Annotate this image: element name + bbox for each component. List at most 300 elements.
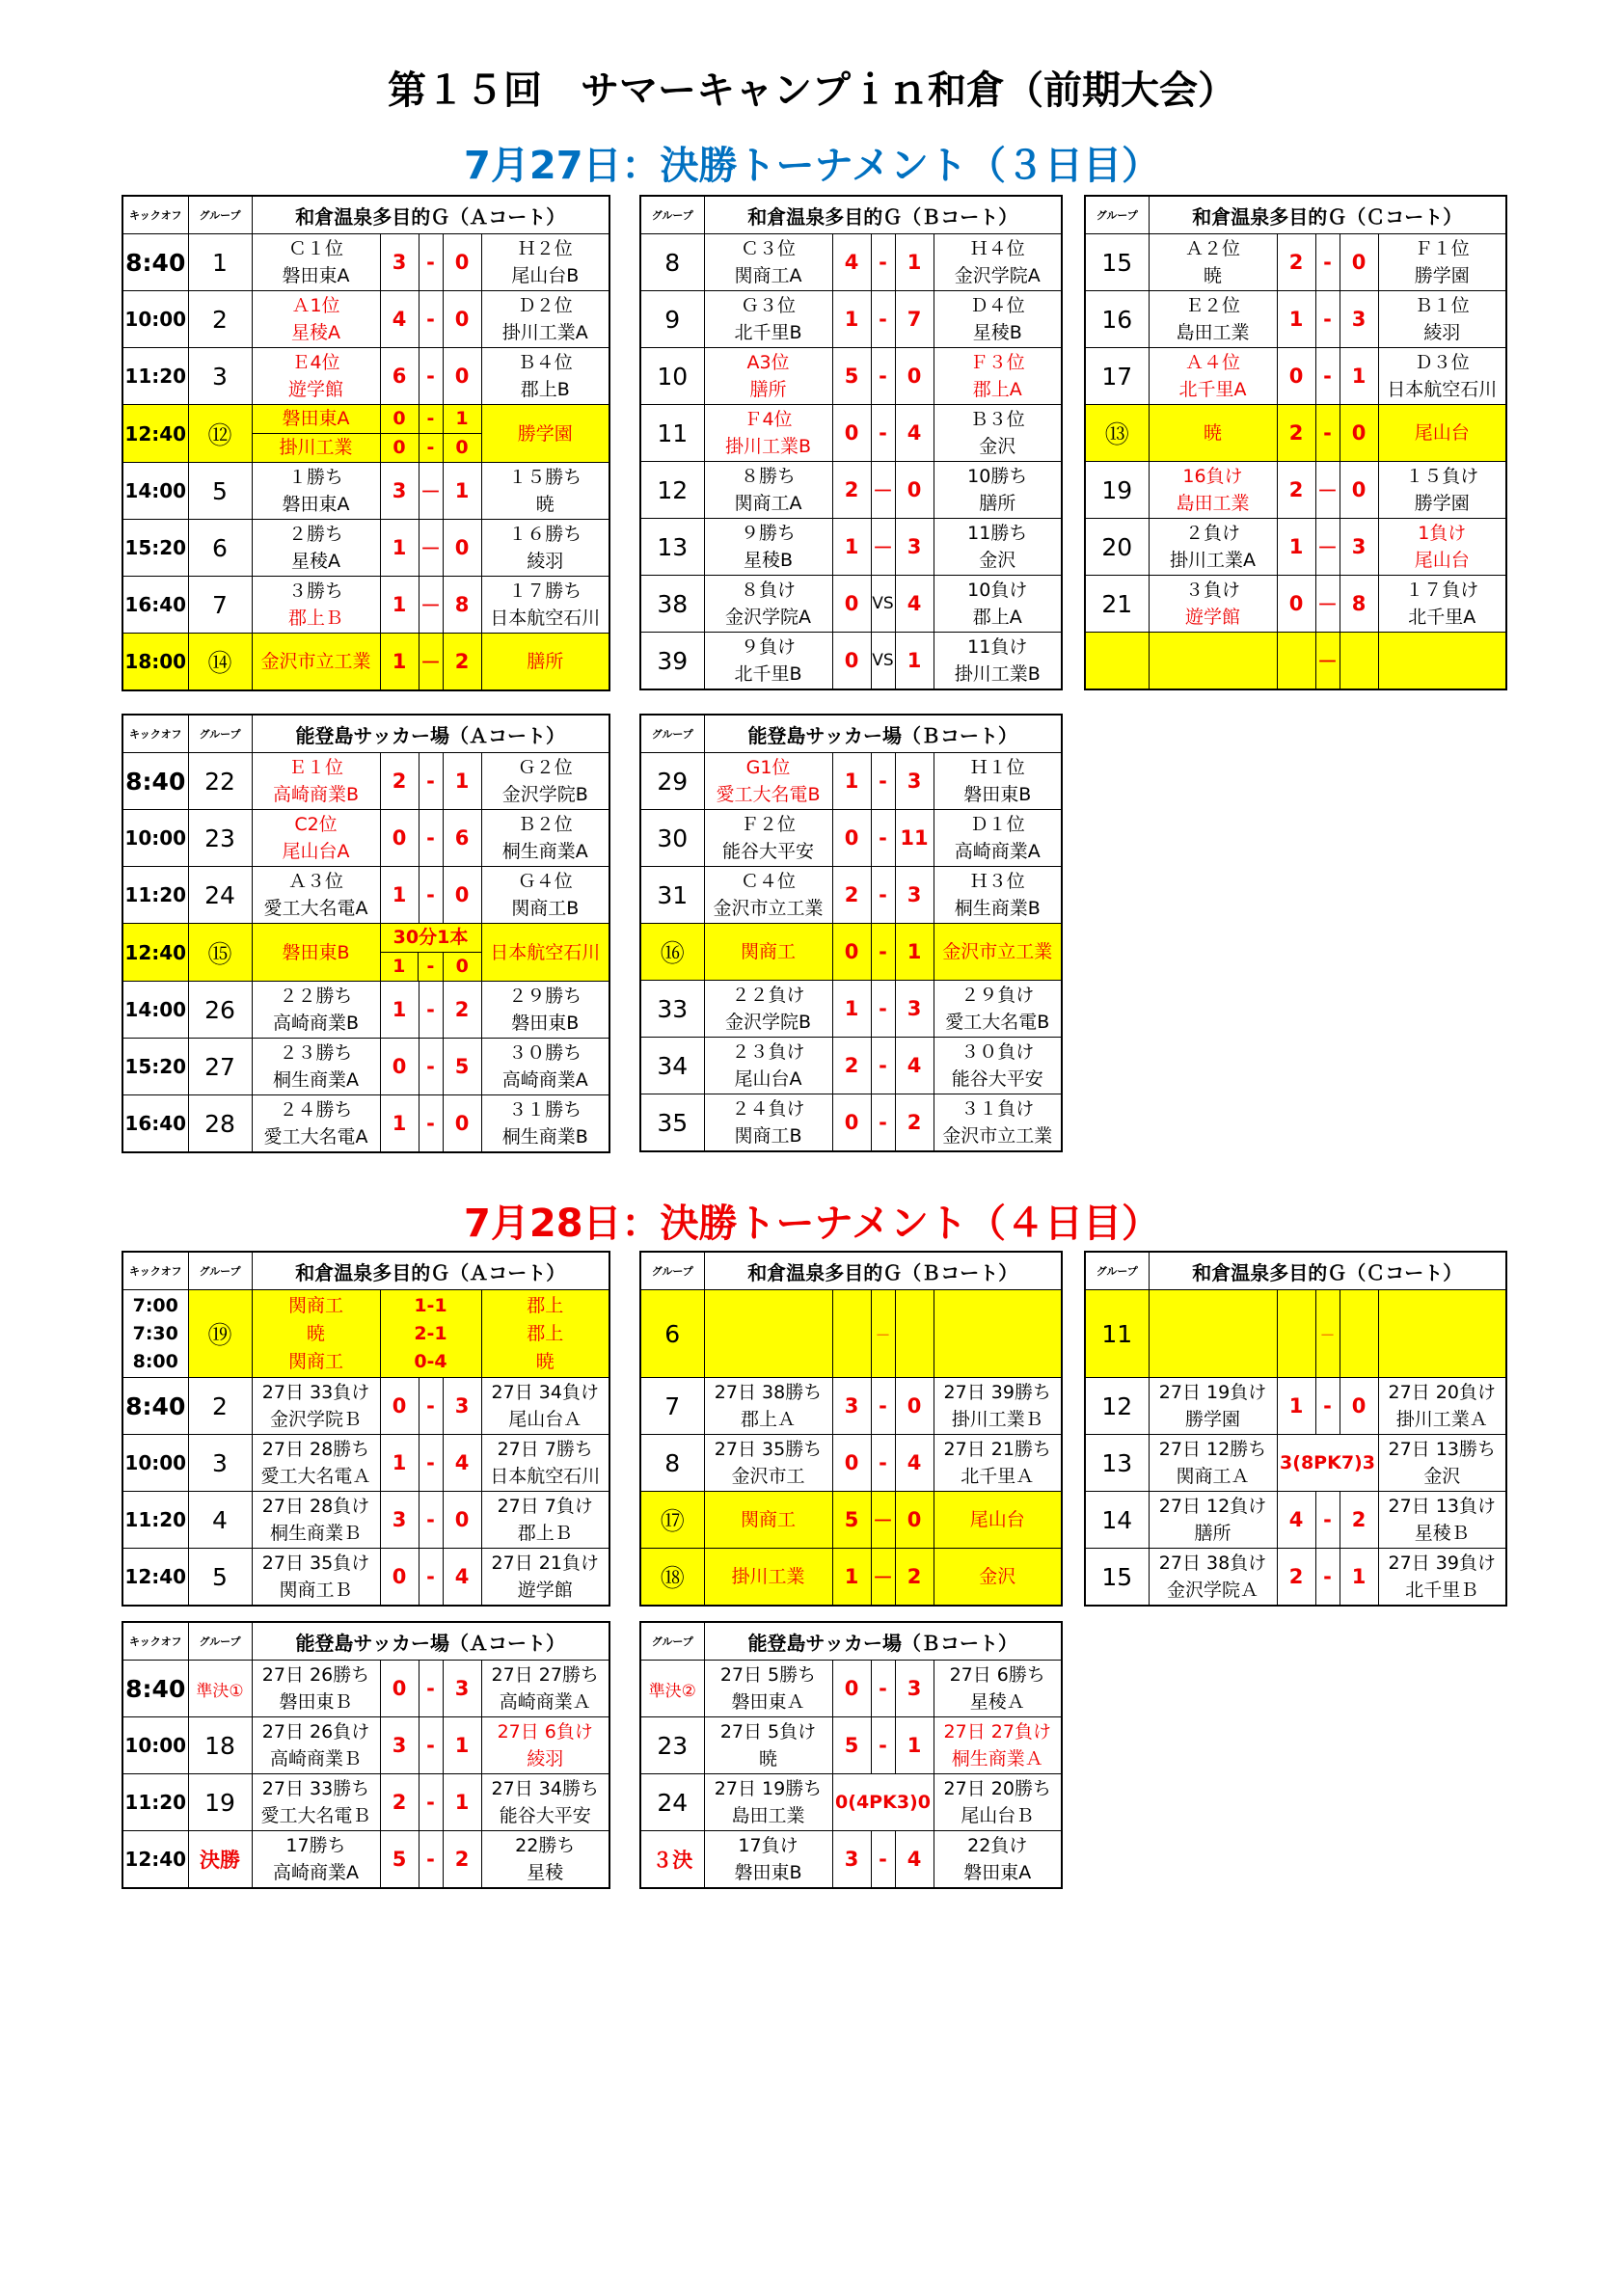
- dash: －: [419, 577, 443, 634]
- kickoff-time: 8:40: [122, 753, 188, 810]
- score-home: 2: [380, 753, 419, 810]
- team-away: [481, 1290, 609, 1378]
- team-away: [934, 1774, 1062, 1831]
- group-number: 5: [188, 463, 252, 520]
- header-row: [640, 1622, 1062, 1661]
- team-home: [252, 1039, 380, 1095]
- dash: -: [871, 924, 895, 981]
- venue-header: 和倉温泉多目的Ｇ（Ｂコート）: [704, 1252, 1062, 1290]
- group-number: 15: [1085, 234, 1149, 291]
- kickoff-time: 8:40: [122, 1378, 188, 1435]
- team-line: 関商工: [740, 1509, 796, 1530]
- team-line: 掛川工業A: [501, 322, 588, 343]
- team-line: 高崎商業A: [273, 1862, 359, 1883]
- score-away: 0: [895, 1378, 934, 1435]
- team-home: [1149, 576, 1277, 633]
- team-line: 尾山台A: [282, 841, 350, 862]
- team-home: [704, 753, 832, 810]
- group-number: 6: [640, 1290, 704, 1378]
- team-home: [704, 1378, 832, 1435]
- team-home: [1149, 234, 1277, 291]
- dash: -: [419, 1661, 443, 1717]
- score-away: 1: [895, 1717, 934, 1774]
- dash: -: [871, 867, 895, 924]
- dash: -: [871, 291, 895, 348]
- team-home: [704, 1661, 832, 1717]
- team-line: 27日 39勝ち: [943, 1382, 1051, 1403]
- team-home: [704, 1492, 832, 1549]
- team-line: 27日 5負け: [719, 1721, 817, 1742]
- team-line: 金沢: [1423, 1466, 1461, 1487]
- team-line: 11勝ち: [967, 523, 1028, 544]
- team-line: 27日 33勝ち: [261, 1778, 370, 1799]
- team-line: ２３負け: [731, 1041, 805, 1063]
- score-away: 4: [895, 1435, 934, 1492]
- team-line: 島田工業: [1176, 322, 1250, 343]
- match-row: [122, 810, 609, 867]
- team-name: 暁: [535, 1350, 555, 1372]
- team-line: 磐田東B: [511, 1013, 580, 1034]
- score-home: 1: [380, 634, 419, 691]
- match-row: [1085, 234, 1506, 291]
- team-line: 高崎商業A: [954, 841, 1041, 862]
- match-row: [1085, 405, 1506, 462]
- team-away: [1378, 633, 1506, 690]
- team-line: 磐田東B: [282, 941, 350, 963]
- group-number: 12: [640, 462, 704, 519]
- score-home: 0: [832, 633, 871, 690]
- kickoff-time: 8:40: [122, 234, 188, 291]
- team-line: 遊学館: [1184, 607, 1240, 628]
- score-away: 0: [443, 520, 481, 577]
- kickoff-time: 7:00: [132, 1294, 178, 1316]
- dash: VS: [871, 576, 895, 633]
- match-row: [640, 1435, 1062, 1492]
- match-row: [122, 1492, 609, 1549]
- match-row: [1085, 1378, 1506, 1435]
- first-round-row: [1085, 1290, 1506, 1378]
- match-row: [122, 577, 609, 634]
- team-home: [1149, 519, 1277, 576]
- team-line: 10勝ち: [967, 466, 1028, 487]
- team-line: 星稜A: [291, 322, 340, 343]
- team-line: 17勝ち: [285, 1835, 346, 1856]
- team-away: [481, 234, 609, 291]
- team-name: 郡上: [527, 1322, 564, 1344]
- kickoff-time: 15:20: [122, 1039, 188, 1095]
- team-home: [252, 405, 380, 463]
- team-away: [934, 348, 1062, 405]
- match-row: [122, 234, 609, 291]
- score-away: 6: [443, 810, 481, 867]
- team-line: 郡上Ｂ: [517, 1523, 573, 1544]
- score-home: 2: [1277, 405, 1315, 462]
- team-away: [934, 1492, 1062, 1549]
- group-number: 23: [640, 1717, 704, 1774]
- group-number: 31: [640, 867, 704, 924]
- match-row: [122, 291, 609, 348]
- team-line: 27日 12勝ち: [1158, 1439, 1267, 1460]
- team-home: [704, 924, 832, 981]
- team-line: Ｄ２位: [517, 295, 573, 316]
- team-line: 桐生商業B: [954, 898, 1041, 919]
- team-line: 島田工業: [731, 1805, 805, 1826]
- team-line: 勝学園: [517, 422, 573, 445]
- team-line: ２勝ち: [287, 524, 343, 545]
- dash: -: [871, 1435, 895, 1492]
- team-line: 27日 39負け: [1388, 1553, 1496, 1574]
- team-line: 関商工B: [511, 898, 580, 919]
- dash: -: [1315, 291, 1340, 348]
- group-number: ⑲: [188, 1290, 252, 1378]
- first-round-row: [122, 1290, 609, 1378]
- team-line: 掛川工業Ｂ: [951, 1409, 1043, 1430]
- team-line: 金沢学院B: [501, 784, 588, 805]
- team-line: 27日 34勝ち: [491, 1778, 599, 1799]
- match-score: 2-1: [414, 1322, 447, 1344]
- team-away: [934, 1290, 1062, 1378]
- team-line: １５勝ち: [508, 467, 582, 488]
- kickoff-header: キックオフ: [122, 196, 188, 234]
- score-away: 3: [443, 1378, 481, 1435]
- dash: －: [419, 463, 443, 520]
- match-row: [122, 982, 609, 1039]
- team-line: 愛工大名電Ｂ: [260, 1805, 371, 1826]
- score-away: 1: [443, 1717, 481, 1774]
- score-home: 6: [380, 348, 419, 405]
- group-number: 14: [1085, 1492, 1149, 1549]
- team-home: [252, 1549, 380, 1607]
- team-line: 日本航空石川: [490, 941, 601, 963]
- kickoff-time: 8:40: [122, 1661, 188, 1717]
- group-number: 27: [188, 1039, 252, 1095]
- score-part: -: [420, 433, 443, 462]
- group-number: 準決①: [188, 1661, 252, 1717]
- team-name: 郡上: [527, 1294, 564, 1316]
- score-away: 3: [1340, 291, 1378, 348]
- group-number: 28: [188, 1095, 252, 1153]
- dash: －: [1315, 1290, 1340, 1378]
- team-home: [704, 1290, 832, 1378]
- team-line: 桐生商業B: [501, 1126, 588, 1148]
- score-home: 3: [832, 1831, 871, 1889]
- team-away: [934, 753, 1062, 810]
- team-line: 桐生商業Ｂ: [269, 1523, 362, 1544]
- day4-subtitle: 7月28日：決勝トーナメント（４日目）: [464, 1202, 1160, 1246]
- score-away: 3: [895, 1661, 934, 1717]
- team-away: [481, 577, 609, 634]
- team-line: 27日 19勝ち: [714, 1778, 823, 1799]
- score-away: 3: [895, 753, 934, 810]
- d3-noto-b-table: [639, 714, 1063, 1152]
- score-part: 1: [392, 956, 406, 977]
- team-line: 17負け: [738, 1835, 798, 1856]
- team-line: 郡上A: [972, 379, 1022, 400]
- team-line: 尾山台Ｂ: [961, 1805, 1035, 1826]
- header-row: [640, 1252, 1062, 1290]
- dash: －: [871, 1549, 895, 1607]
- group-number: 26: [188, 982, 252, 1039]
- score-home: [832, 1290, 871, 1378]
- score: [443, 405, 481, 463]
- group-number: 33: [640, 981, 704, 1038]
- match-row: [122, 1549, 609, 1607]
- team-home: [704, 1038, 832, 1094]
- score-home: [1277, 633, 1315, 690]
- match-row: [640, 1661, 1062, 1717]
- dash: -: [871, 1038, 895, 1094]
- team-line: Ｆ３位: [969, 352, 1025, 373]
- team-line: 綾羽: [527, 1748, 564, 1769]
- team-line: 磐田東A: [282, 265, 350, 286]
- dash: -: [419, 867, 443, 924]
- team-line: 愛工大名電A: [263, 1126, 368, 1148]
- score-away: 1: [443, 753, 481, 810]
- venue-header: 能登島サッカー場（Ａコート）: [252, 1622, 609, 1661]
- team-line: ３勝ち: [287, 581, 343, 602]
- score-home: 3: [380, 1717, 419, 1774]
- score-away: 0: [443, 1095, 481, 1153]
- group-number: 11: [1085, 1290, 1149, 1378]
- score-away: 3: [895, 519, 934, 576]
- team-line: ９勝ち: [740, 523, 796, 544]
- team-line: Ｈ２位: [517, 238, 573, 259]
- d3-noto-a-table: [122, 714, 610, 1153]
- score-away: 4: [443, 1435, 481, 1492]
- d3-wakura-c-table: [1084, 195, 1507, 690]
- score-away: 0: [443, 234, 481, 291]
- team-home: [704, 1094, 832, 1152]
- team-line: 27日 6負け: [497, 1721, 593, 1742]
- match-format: 30分1本: [392, 927, 469, 948]
- match-score: 0-4: [414, 1350, 447, 1372]
- team-home: [1149, 1549, 1277, 1607]
- kickoff-header: キックオフ: [122, 1252, 188, 1290]
- team-line: Ａ２位: [1184, 238, 1240, 259]
- group-number: 38: [640, 576, 704, 633]
- group-number: 39: [640, 633, 704, 690]
- match-row: [122, 520, 609, 577]
- dash: -: [1315, 234, 1340, 291]
- score-home: 3: [832, 1378, 871, 1435]
- team-line: 金沢: [979, 1566, 1016, 1587]
- score-home: 1: [832, 753, 871, 810]
- match-row: [122, 924, 609, 982]
- team-away: [934, 291, 1062, 348]
- match-row: [1085, 291, 1506, 348]
- score-away: 3: [895, 981, 934, 1038]
- match-row: [1085, 519, 1506, 576]
- team-line: 日本航空石川: [1387, 379, 1498, 400]
- team-home: [1149, 1435, 1277, 1492]
- team-home: [704, 633, 832, 690]
- group-number: 35: [640, 1094, 704, 1152]
- team-line: Ｇ４位: [517, 871, 573, 892]
- team-line: ９負け: [740, 636, 796, 658]
- header-row: [122, 1252, 609, 1290]
- team-line: 27日 28負け: [261, 1496, 370, 1517]
- team-line: 金沢市立工業: [942, 941, 1053, 962]
- team-home: [252, 1095, 380, 1153]
- score-away: 8: [443, 577, 481, 634]
- group-number: 20: [1085, 519, 1149, 576]
- match-row: [122, 1831, 609, 1889]
- match-row: [640, 1774, 1062, 1831]
- team-home: [1149, 633, 1277, 690]
- team-line: 関商工A: [734, 265, 802, 286]
- team-away: [481, 1095, 609, 1153]
- d4-wakura-b-table: [639, 1251, 1063, 1607]
- dash: -: [1315, 348, 1340, 405]
- score-away: 0: [895, 462, 934, 519]
- team-home: [252, 1492, 380, 1549]
- team-line: 尾山台: [969, 1509, 1025, 1530]
- team-away: [934, 633, 1062, 690]
- d4-wakura-c-table: [1084, 1251, 1507, 1607]
- team-away: [481, 1435, 609, 1492]
- page-title: 第１５回 サマーキャンプｉｎ和倉（前期大会）: [388, 68, 1236, 113]
- team-line: 星稜B: [972, 322, 1022, 343]
- kickoff-time: 12:40: [122, 1549, 188, 1607]
- first-round-row: [640, 1290, 1062, 1378]
- team-line: 27日 27負け: [943, 1721, 1051, 1742]
- group-number: 4: [188, 1492, 252, 1549]
- team-home: [1149, 1492, 1277, 1549]
- group-number: 19: [188, 1774, 252, 1831]
- score-home: 1: [380, 520, 419, 577]
- team-line: 愛工大名電B: [716, 784, 821, 805]
- dash: -: [871, 348, 895, 405]
- group-number: 1: [188, 234, 252, 291]
- dash: -: [419, 1549, 443, 1607]
- team-line: 27日 38負け: [1158, 1553, 1267, 1574]
- team-line: 22勝ち: [515, 1835, 576, 1856]
- score-home: 2: [1277, 1549, 1315, 1607]
- group-number: ⑱: [640, 1549, 704, 1607]
- dash: -: [419, 1831, 443, 1889]
- score-home: 0: [832, 810, 871, 867]
- team-line: 桐生商業A: [273, 1069, 359, 1091]
- team-home: [252, 1661, 380, 1717]
- team-line: ３１負け: [961, 1098, 1035, 1120]
- score-away: 2: [895, 1549, 934, 1607]
- team-line: 能谷大平安: [951, 1068, 1043, 1090]
- group-number: 7: [640, 1378, 704, 1435]
- score-home: 0: [832, 924, 871, 981]
- team-line: １勝ち: [287, 467, 343, 488]
- dash: VS: [871, 633, 895, 690]
- score-away: 1: [895, 924, 934, 981]
- team-line: 桐生商業Ａ: [951, 1748, 1043, 1769]
- team-line: 27日 34負け: [491, 1382, 599, 1403]
- team-line: ３負け: [1184, 580, 1240, 601]
- match-score: 0(4PK3)0: [832, 1774, 934, 1831]
- kickoff-time: 10:00: [122, 1435, 188, 1492]
- team-line: 愛工大名電A: [263, 898, 368, 919]
- score-home: 1: [380, 1435, 419, 1492]
- group-number: 18: [188, 1717, 252, 1774]
- team-line: 27日 21負け: [491, 1553, 599, 1574]
- team-line: 磐田東B: [963, 784, 1032, 805]
- team-line: Ｃ３位: [740, 238, 796, 259]
- score-away: 11: [895, 810, 934, 867]
- team-line: 10負け: [967, 580, 1028, 601]
- team-line: 尾山台Ａ: [508, 1409, 582, 1430]
- match-row: [640, 810, 1062, 867]
- score-away: 1: [895, 234, 934, 291]
- d3-wakura-a-table: [122, 195, 610, 691]
- score-home: 4: [380, 291, 419, 348]
- score-away: 5: [443, 1039, 481, 1095]
- team-line: 掛川工業: [253, 433, 380, 462]
- score-home: 0: [380, 810, 419, 867]
- header-row: [122, 1622, 609, 1661]
- kickoff-time: 11:20: [122, 348, 188, 405]
- match-row: [640, 981, 1062, 1038]
- team-home: [252, 1831, 380, 1889]
- score-home: 2: [832, 867, 871, 924]
- score-home: 0: [380, 1549, 419, 1607]
- team-line: 27日 13負け: [1388, 1496, 1496, 1517]
- team-line: Ｅ１位: [287, 757, 343, 778]
- team-home: [704, 348, 832, 405]
- score-away: [895, 1290, 934, 1378]
- score-away: 2: [443, 634, 481, 691]
- header-row: [640, 715, 1062, 753]
- d4-noto-b-table: [639, 1621, 1063, 1889]
- team-line: Ｅ4位: [291, 352, 340, 373]
- team-away: [481, 1717, 609, 1774]
- team-line: ２負け: [1184, 523, 1240, 544]
- kickoff-time: 8:00: [132, 1350, 178, 1372]
- team-home: [252, 867, 380, 924]
- team-line: 27日 28勝ち: [261, 1439, 370, 1460]
- team-line: 27日 19負け: [1158, 1382, 1267, 1403]
- team-home: [252, 348, 380, 405]
- team-away: [934, 405, 1062, 462]
- group-number: ⑫: [188, 405, 252, 463]
- team-line: Ｅ２位: [1184, 295, 1240, 316]
- team-line: 27日 26負け: [261, 1721, 370, 1742]
- score-home: 3: [380, 1492, 419, 1549]
- match-row: [122, 1774, 609, 1831]
- score-away: 0: [895, 1492, 934, 1549]
- score-away: 0: [443, 348, 481, 405]
- group-number: 29: [640, 753, 704, 810]
- group-number: 17: [1085, 348, 1149, 405]
- team-line: 掛川工業A: [1170, 550, 1256, 571]
- team-line: G1位: [745, 757, 791, 778]
- team-line: 掛川工業: [731, 1566, 805, 1587]
- score-home: 0: [832, 1435, 871, 1492]
- dash: －: [871, 1290, 895, 1378]
- score-away: 7: [895, 291, 934, 348]
- group-number: [1085, 633, 1149, 690]
- team-line: 北千里Ｂ: [1405, 1580, 1479, 1601]
- score-home: 4: [1277, 1492, 1315, 1549]
- team-line: 勝学園: [1414, 493, 1470, 514]
- team-home: [252, 1774, 380, 1831]
- score-home: 2: [1277, 234, 1315, 291]
- team-away: [481, 753, 609, 810]
- score-away: 0: [895, 348, 934, 405]
- team-line: 暁: [1203, 265, 1222, 286]
- group-number: 12: [1085, 1378, 1149, 1435]
- team-home: [252, 577, 380, 634]
- kickoff-time: 11:20: [122, 1492, 188, 1549]
- team-line: 膳所: [1194, 1523, 1232, 1544]
- match-row: [640, 1038, 1062, 1094]
